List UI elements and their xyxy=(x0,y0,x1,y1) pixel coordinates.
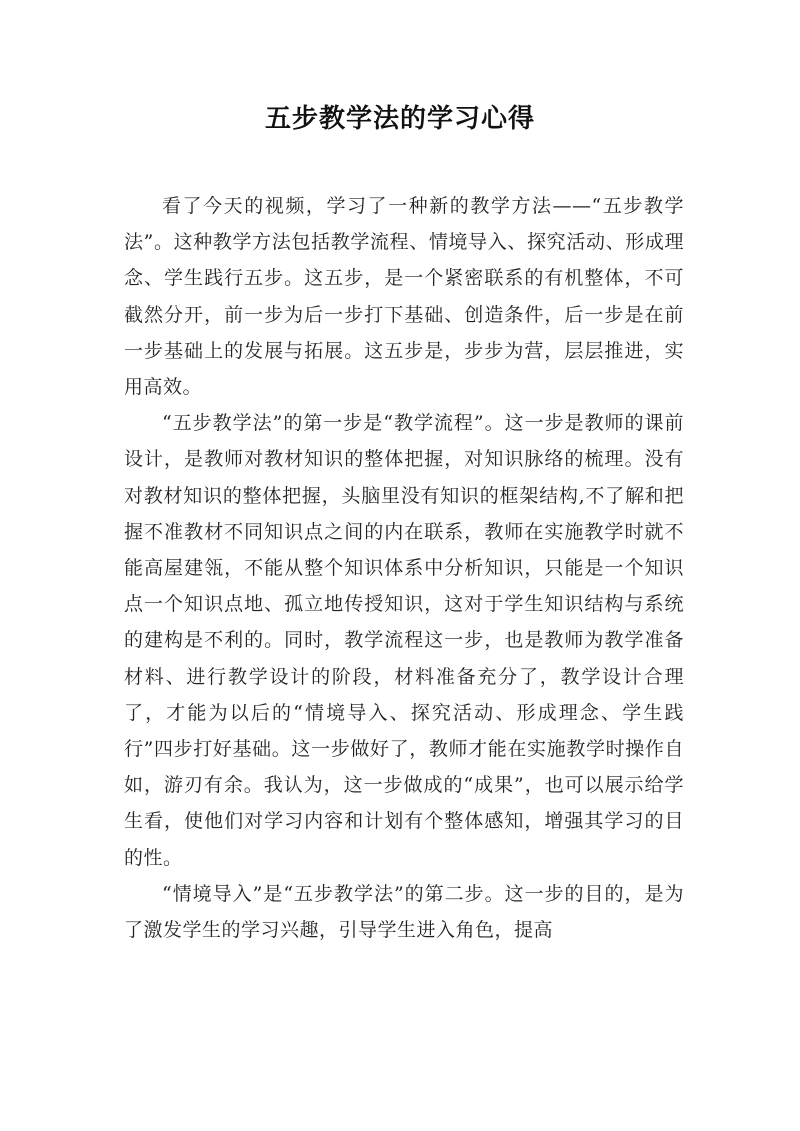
paragraph-3: “情境导入”是“五步教学法”的第二步。这一步的目的，是为了激发学生的学习兴趣，引导学生进入角色，提高 xyxy=(124,882,684,942)
paragraph-2: “五步教学法”的第一步是“教学流程”。这一步是教师的课前设计，是教师对教材知识的整体把握，对知识脉络的梳理。没有对教材知识的整体把握，头脑里没有知识的框架结构,不了解和把握不准教材不同知识点之间的内在联系，教师在实施教学时就不能高屋建瓴，不能从整个知识体系中分析知识，只能是一个知识点一个知识点地、孤立地传授知识，这对于学生知识结构与系统的建构是不利的。同时，教学流程这一步，也是教师为教学准备材料、进行教学设计的阶段，材料准备充分了，教学设计合理了，才能为以后的“情境导入、探究活动、形成理念、学生践行”四步打好基础。这一步做好了，教师才能在实施教学时操作自如，游刃有余。我认为，这一步做成的“成果”，也可以展示给学生看，使他们对学习内容和计划有个整体感知，增强其学习的目的性。 xyxy=(124,412,684,869)
document-body xyxy=(124,188,684,948)
paragraph-1: 看了今天的视频，学习了一种新的教学方法——“五步教学法”。这种教学方法包括教学流程、情境导入、探究活动、形成理念、学生践行五步。这五步，是一个紧密联系的有机整体，不可截然分开，前一步为后一步打下基础、创造条件，后一步是在前一步基础上的发展与拓展。这五步是，步步为营，层层推进，实用高效。 xyxy=(124,195,684,399)
document-title: 五步教学法的学习心得 xyxy=(264,104,535,134)
